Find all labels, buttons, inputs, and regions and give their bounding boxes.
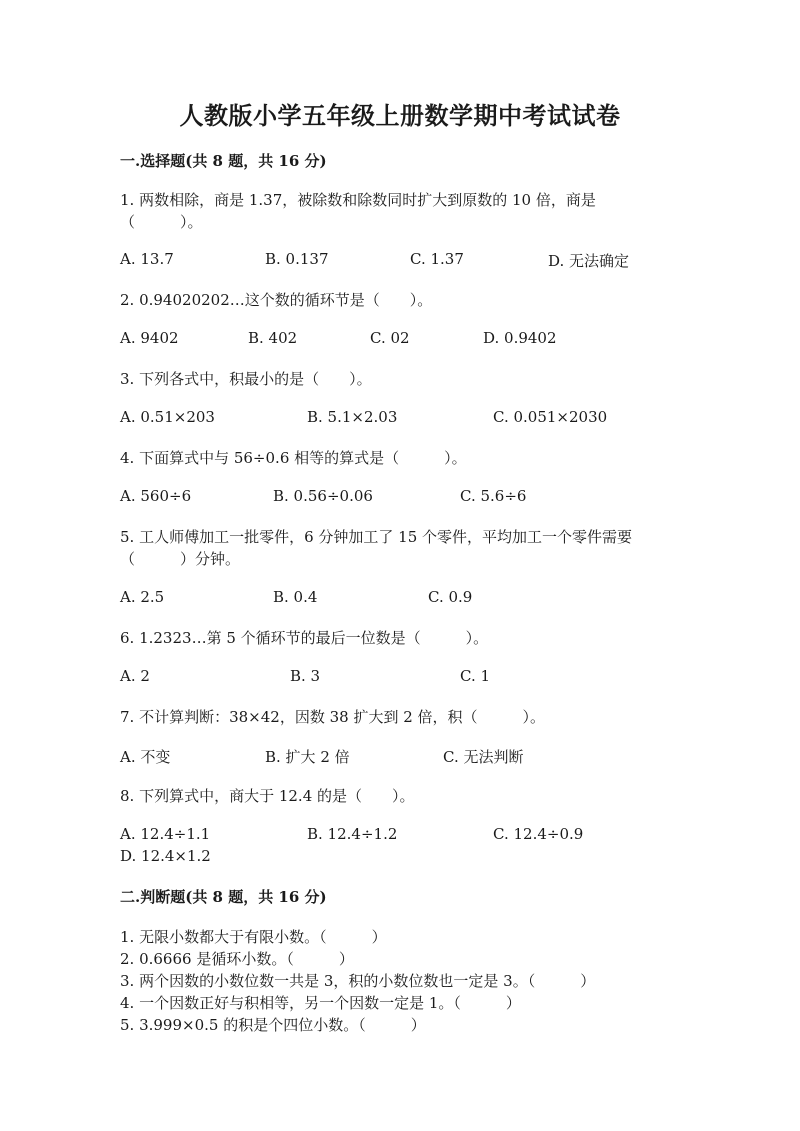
question-5-text: 5. 工人师傅加工一批零件，6 分钟加工了 15 个零件，平均加工一个零件需要 [120, 528, 633, 546]
question-8-option-c: C. 12.4÷0.9 [493, 825, 584, 843]
question-2-option-d: D. 0.9402 [483, 329, 557, 347]
question-3-option-b: B. 5.1×2.03 [307, 408, 398, 426]
judgement-item-1: 1. 无限小数都大于有限小数。（ ） [120, 928, 387, 946]
question-6-option-a: A. 2 [120, 667, 150, 685]
question-4-option-a: A. 560÷6 [120, 487, 192, 505]
exam-title: 人教版小学五年级上册数学期中考试试卷 [179, 101, 621, 130]
question-1-option-a: A. 13.7 [120, 250, 174, 268]
question-1-text-cont: （ ）。 [120, 213, 203, 231]
question-7-text: 7. 不计算判断：38×42，因数 38 扩大到 2 倍，积（ ）。 [120, 708, 546, 726]
question-7-option-a: A. 不变 [120, 748, 171, 766]
question-1-option-b: B. 0.137 [265, 250, 329, 268]
question-4-option-c: C. 5.6÷6 [460, 487, 527, 505]
judgement-item-3: 3. 两个因数的小数位数一共是 3，积的小数位数也一定是 3。（ ） [120, 972, 596, 990]
question-8-text: 8. 下列算式中，商大于 12.4 的是（ ）。 [120, 787, 415, 805]
judgement-item-5: 5. 3.999×0.5 的积是个四位小数。（ ） [120, 1016, 426, 1034]
question-2-option-c: C. 02 [370, 329, 410, 347]
section-heading-judgement: 二.判断题(共 8 题，共 16 分) [120, 888, 327, 906]
question-1-text: 1. 两数相除，商是 1.37，被除数和除数同时扩大到原数的 10 倍，商是 [120, 191, 596, 209]
question-3-option-a: A. 0.51×203 [120, 408, 215, 426]
judgement-item-2: 2. 0.6666 是循环小数。（ ） [120, 950, 354, 968]
question-2-option-a: A. 9402 [120, 329, 179, 347]
question-4-text: 4. 下面算式中与 56÷0.6 相等的算式是（ ）。 [120, 449, 467, 467]
question-1-option-c: C. 1.37 [410, 250, 464, 268]
question-4-option-b: B. 0.56÷0.06 [273, 487, 373, 505]
question-5-option-a: A. 2.5 [120, 588, 165, 606]
question-3-text: 3. 下列各式中，积最小的是（ ）。 [120, 370, 372, 388]
question-6-option-b: B. 3 [290, 667, 321, 685]
question-7-option-c: C. 无法判断 [443, 748, 524, 766]
question-2-text: 2. 0.94020202…这个数的循环节是（ ）。 [120, 291, 433, 309]
question-2-option-b: B. 402 [248, 329, 298, 347]
question-5-option-c: C. 0.9 [428, 588, 473, 606]
question-6-option-c: C. 1 [460, 667, 491, 685]
question-7-option-b: B. 扩大 2 倍 [265, 748, 350, 766]
judgement-item-4: 4. 一个因数正好与积相等，另一个因数一定是 1。（ ） [120, 994, 521, 1012]
question-1-option-d: D. 无法确定 [548, 252, 630, 270]
question-8-option-b: B. 12.4÷1.2 [307, 825, 398, 843]
question-3-option-c: C. 0.051×2030 [493, 408, 608, 426]
question-8-option-d: D. 12.4×1.2 [120, 847, 211, 865]
question-5-option-b: B. 0.4 [273, 588, 318, 606]
section-heading-choice: 一.选择题(共 8 题，共 16 分) [120, 152, 327, 170]
question-8-option-a: A. 12.4÷1.1 [120, 825, 211, 843]
question-5-text-cont: （ ）分钟。 [120, 550, 241, 568]
question-6-text: 6. 1.2323…第 5 个循环节的最后一位数是（ ）。 [120, 629, 489, 647]
